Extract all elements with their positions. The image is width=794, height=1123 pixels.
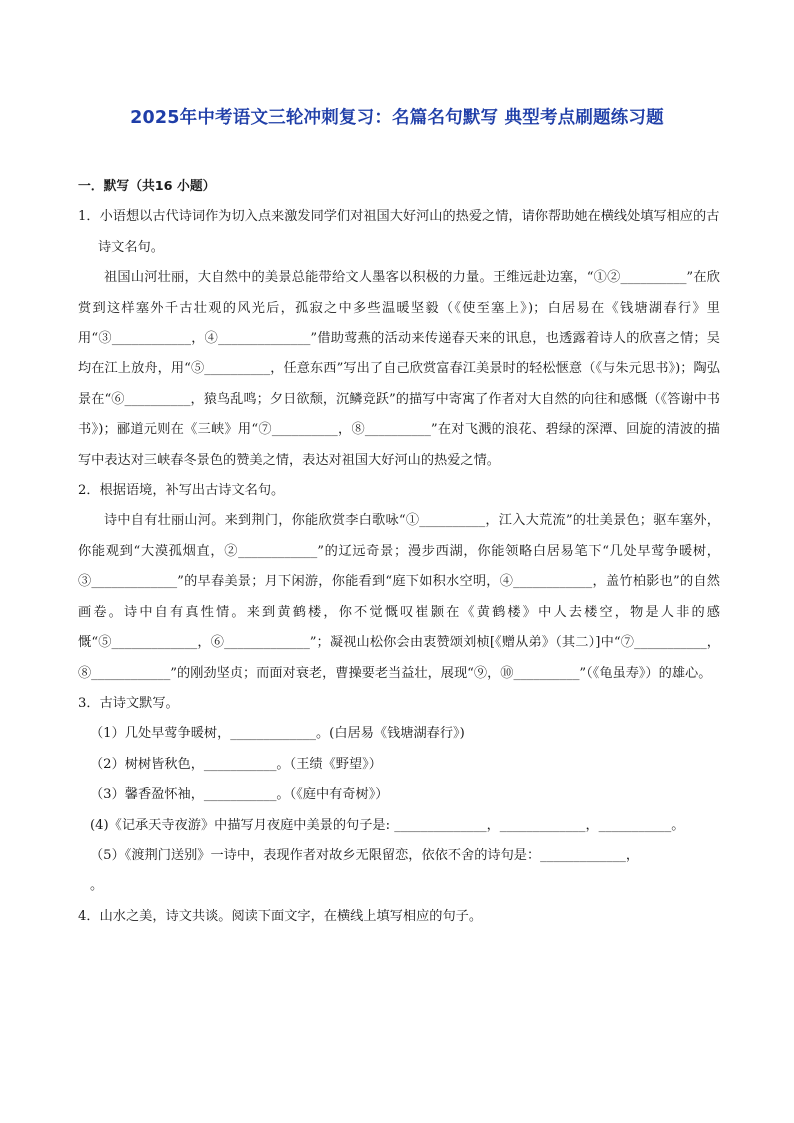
question-4-prompt: 4．山水之美，诗文共谈。阅读下面文字，在横线上填写相应的句子。 xyxy=(78,908,483,924)
question-3-prompt: 3．古诗文默写。 xyxy=(78,695,179,711)
section-heading: 一．默写（共16 小题） xyxy=(78,179,216,194)
question-3-item-4: (4)《记承天寺夜游》中描写月夜庭中美景的句子是: ______________，_____________，___________。 xyxy=(90,817,685,833)
question-2-prompt: 2．根据语境，补写出古诗文名句。 xyxy=(78,483,285,499)
page-title: 2025年中考语文三轮冲刺复习：名篇名句默写 典型考点刷题练习题 xyxy=(130,108,664,128)
question-3-item-1: （1）几处早莺争暖树，_____________。(白居易《钱塘湖春行》) xyxy=(90,726,465,742)
question-3-item-5-continuation: 。 xyxy=(90,878,104,894)
question-1-prompt: 1．小语想以古代诗词作为切入点来激发同学们对祖国大好河山的热爱之情，请你帮助她在横线处填写相应的古诗文名句。 xyxy=(78,209,720,255)
question-1-passage: 祖国山河壮丽，大自然中的美景总能带给文人墨客以积极的力量。王维远赴边塞，“①②__________”在欣赏到这样塞外千古壮观的风光后，孤寂之中多些温暖坚毅（《使至塞上》)；白居易在《钱塘湖春行》里用“③____________，④______________”借助莺燕的活动来传递春天来的讯息，也透露着诗人的欣喜之情；吴均在江上放舟，用“⑤__________，任意东西”写出了自己欣赏富春江美景时的轻松惬意（《与朱元思书》)；陶弘景在“⑥__________，猿鸟乱鸣；夕日欲颓，沉鳞竞跃”的描写中寄寓了作者对大自然的向往和感慨（《答谢中书书》)；郦道元则在《三峡》用“⑦__________，⑧__________”在对飞溅的浪花、碧绿的深潭、回旋的清波的描写中表达对三峡春冬景色的赞美之情，表达对祖国大好河山的热爱之情。 xyxy=(78,270,720,468)
question-2-passage: 诗中自有壮丽山河。来到荆门，你能欣赏李白歌咏“①__________，江入大荒流”的壮美景色；驱车塞外，你能观到“大漠孤烟直，②____________”的辽远奇景；漫步西湖，你能领略白居易笔下“几处早莺争暖树，③_____________”的早春美景；月下闲游，你能看到“庭下如积水空明，④____________，盖竹柏影也”的自然画卷。诗中自有真性情。来到黄鹤楼，你不觉慨叹崔颢在《黄鹤楼》中人去楼空，物是人非的感慨“⑤_____________，⑥_____________”；凝视山松你会由衷赞颂刘桢[《赠从弟》（其二）]中“⑦___________，⑧____________”的刚劲坚贞；而面对衰老，曹操要老当益壮，展现“⑨，⑩__________”（《龟虽寿》）的雄心。 xyxy=(78,513,720,681)
question-3-item-3: （3）馨香盈怀袖，___________。（《庭中有奇树》） xyxy=(90,787,389,803)
question-3-item-2: （2）树树皆秋色，___________。（王绩《野望》） xyxy=(90,756,382,772)
question-3-item-5: （5）《渡荆门送别》一诗中，表现作者对故乡无限留恋，依依不舍的诗句是：_____________， xyxy=(90,847,640,863)
document-body xyxy=(78,172,720,932)
